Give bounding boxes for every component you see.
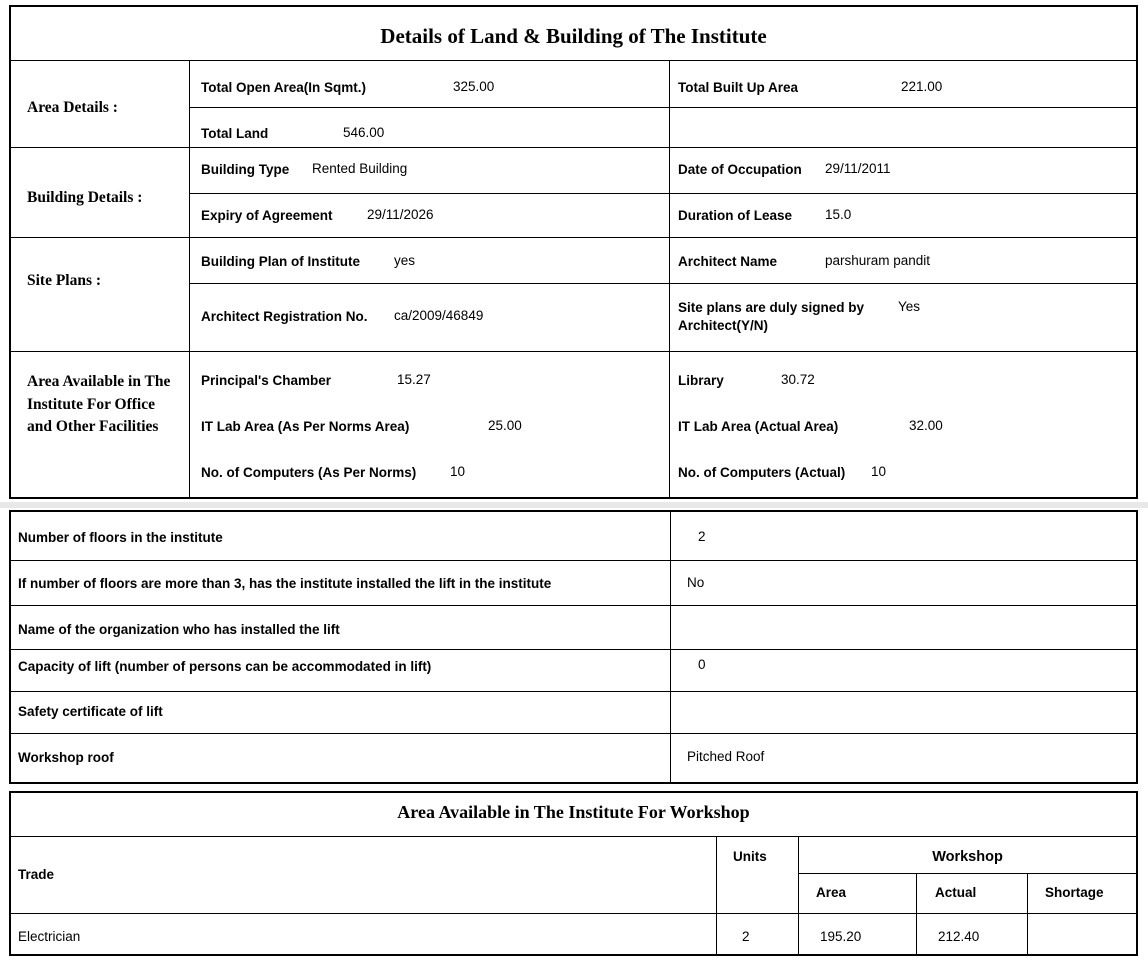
- actual-header: Actual: [935, 885, 977, 900]
- land-building-table: [9, 5, 1138, 499]
- lift-safety-label: Safety certificate of lift: [18, 704, 163, 719]
- it-lab-norms-value: 25.00: [488, 418, 522, 433]
- architect-name-value: parshuram pandit: [825, 253, 931, 268]
- site-plans-signed-label-line2: Architect(Y/N): [678, 318, 769, 333]
- workshop-header: Workshop: [932, 849, 1003, 865]
- table-row-actual: 212.40: [938, 929, 980, 944]
- computers-actual-label: No. of Computers (Actual): [678, 465, 846, 480]
- computers-actual-value: 10: [871, 464, 887, 479]
- architect-registration-label: Architect Registration No.: [201, 309, 368, 324]
- workshop-roof-value: Pitched Roof: [687, 749, 765, 764]
- library-label: Library: [678, 373, 724, 388]
- principal-chamber-value: 15.27: [397, 372, 431, 387]
- shortage-header: Shortage: [1045, 885, 1104, 900]
- expiry-label: Expiry of Agreement: [201, 208, 333, 223]
- computers-norms-label: No. of Computers (As Per Norms): [201, 465, 417, 480]
- table-row-trade: Electrician: [18, 929, 81, 944]
- site-plans-signed-value: Yes: [898, 299, 921, 314]
- table-row-units: 2: [742, 929, 750, 944]
- lift-capacity-value: 0: [698, 657, 706, 672]
- page-title: Details of Land & Building of The Institute: [380, 24, 767, 48]
- units-header: Units: [733, 849, 767, 864]
- building-type-value: Rented Building: [312, 161, 408, 176]
- lift-installed-label: If number of floors are more than 3, has the institute installed the lift in the institute: [18, 576, 552, 591]
- duration-label: Duration of Lease: [678, 208, 793, 223]
- date-of-occupation-value: 29/11/2011: [825, 161, 891, 176]
- floors-table: [9, 510, 1138, 784]
- building-plan-label: Building Plan of Institute: [201, 254, 360, 269]
- principal-chamber-label: Principal's Chamber: [201, 373, 332, 388]
- total-open-area-value: 325.00: [453, 79, 495, 94]
- total-built-up-label: Total Built Up Area: [678, 80, 799, 95]
- lift-installed-value: No: [687, 575, 705, 590]
- expiry-value: 29/11/2026: [367, 207, 434, 222]
- office-area-heading: Area Available in The Institute For Office and Other Facilities: [27, 373, 171, 435]
- lift-organization-label: Name of the organization who has installed the lift: [18, 622, 340, 637]
- architect-name-label: Architect Name: [678, 254, 778, 269]
- it-lab-actual-value: 32.00: [909, 418, 943, 433]
- workshop-title: Area Available in The Institute For Workshop: [397, 802, 750, 822]
- trade-header: Trade: [18, 867, 55, 882]
- site-plans-heading: Site Plans :: [27, 272, 102, 289]
- computers-norms-value: 10: [450, 464, 466, 479]
- building-details-heading: Building Details :: [27, 189, 143, 206]
- it-lab-norms-label: IT Lab Area (As Per Norms Area): [201, 419, 410, 434]
- total-open-area-label: Total Open Area(In Sqmt.): [201, 80, 367, 95]
- workshop-roof-label: Workshop roof: [18, 750, 114, 765]
- building-type-label: Building Type: [201, 162, 290, 177]
- architect-registration-value: ca/2009/46849: [394, 308, 484, 323]
- total-land-value: 546.00: [343, 125, 385, 140]
- building-plan-value: yes: [394, 253, 416, 268]
- lift-capacity-label: Capacity of lift (number of persons can be accommodated in lift): [18, 659, 432, 674]
- duration-value: 15.0: [825, 207, 852, 222]
- site-plans-signed-label: Site plans are duly signed by: [678, 300, 865, 315]
- it-lab-actual-label: IT Lab Area (Actual Area): [678, 419, 839, 434]
- area-header: Area: [816, 885, 847, 900]
- table-row-area: 195.20: [820, 929, 862, 944]
- floors-count-value: 2: [698, 529, 706, 544]
- total-land-label: Total Land: [201, 126, 269, 141]
- library-value: 30.72: [781, 372, 815, 387]
- floors-count-label: Number of floors in the institute: [18, 530, 223, 545]
- date-of-occupation-label: Date of Occupation: [678, 162, 802, 177]
- area-details-heading: Area Details :: [27, 99, 118, 116]
- total-built-up-value: 221.00: [901, 79, 943, 94]
- section-gap: [0, 502, 1148, 508]
